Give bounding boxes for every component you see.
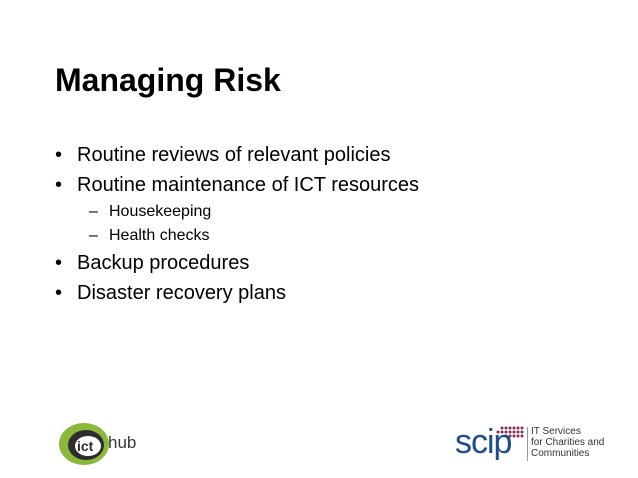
bullet-item <box>55 248 419 278</box>
slide-title: Managing Risk <box>55 62 281 98</box>
bullet-marker: • <box>55 144 63 166</box>
sub-bullet-marker: – <box>89 227 98 244</box>
sub-bullet-text: Housekeeping <box>109 203 212 220</box>
scip-tag-line: IT Services <box>531 426 581 437</box>
bullet-item <box>55 278 419 308</box>
bullet-text: Backup procedures <box>77 252 250 274</box>
bullet-item <box>55 170 419 200</box>
scip-tag-line: for Charities and <box>531 437 605 448</box>
bullet-text: Routine reviews of relevant policies <box>77 144 391 166</box>
ict-logo-mark: ict <box>77 438 94 454</box>
bullet-marker: • <box>55 252 63 274</box>
ict-hub-word: hub <box>108 433 137 452</box>
scip-tag-line: Communities <box>531 448 590 459</box>
sub-bullet-item <box>55 224 419 248</box>
scip-word: scip <box>455 423 512 461</box>
scip-divider <box>527 427 528 461</box>
bullet-marker: • <box>55 174 63 196</box>
sub-bullet-text: Health checks <box>109 227 210 244</box>
bullet-text: Routine maintenance of ICT resources <box>77 174 420 196</box>
bullet-text: Disaster recovery plans <box>77 282 286 304</box>
bullet-item <box>55 140 419 170</box>
bullet-list <box>55 140 419 308</box>
sub-bullet-item <box>55 200 419 224</box>
bullet-marker: • <box>55 282 63 304</box>
scip-tagline <box>531 426 604 459</box>
sub-bullet-marker: – <box>89 203 98 220</box>
